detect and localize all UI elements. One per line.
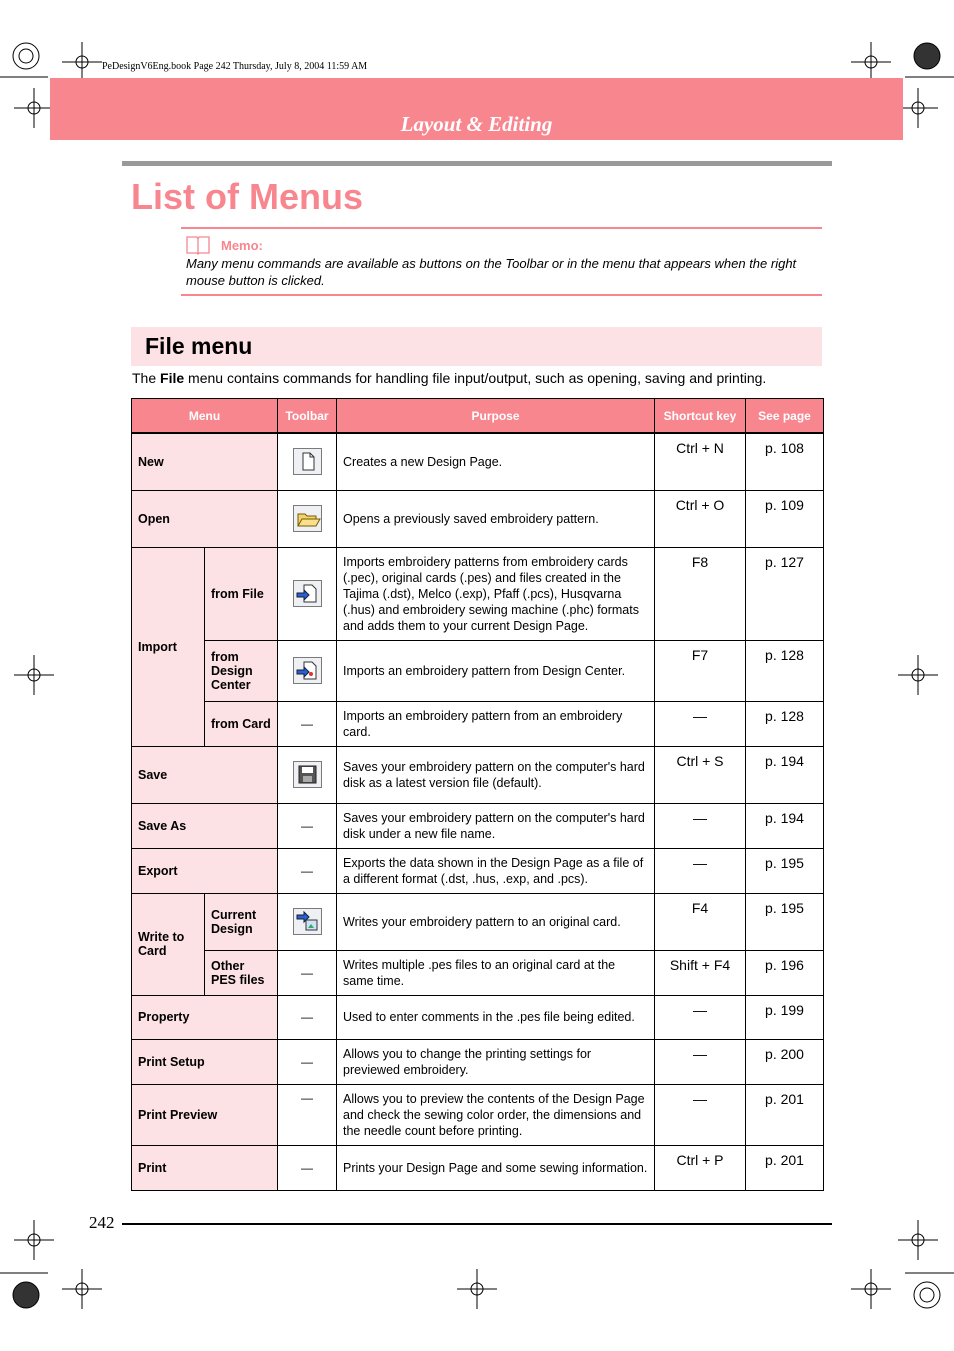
see-page-cell: p. 109 xyxy=(746,490,824,547)
shortcut-cell: Ctrl + O xyxy=(655,490,746,547)
see-page-cell: p. 199 xyxy=(746,995,824,1039)
table-header-row xyxy=(132,399,824,434)
table-row xyxy=(132,848,824,893)
toolbar-cell xyxy=(278,547,337,640)
shortcut-cell: Ctrl + S xyxy=(655,746,746,803)
submenu-cell: from Design Center xyxy=(205,640,278,701)
menu-cell: Print xyxy=(132,1145,278,1190)
toolbar-cell xyxy=(278,746,337,803)
header-see-page: See page xyxy=(746,399,824,434)
menu-cell: Print Preview xyxy=(132,1084,278,1145)
toolbar-cell: — xyxy=(278,701,337,746)
see-page-cell: p. 201 xyxy=(746,1145,824,1190)
write-to-card-icon xyxy=(293,908,322,935)
import-design-center-icon xyxy=(293,657,322,684)
toolbar-cell: — xyxy=(278,1084,337,1145)
toolbar-cell: — xyxy=(278,995,337,1039)
toolbar-cell xyxy=(278,893,337,950)
menu-cell: Import xyxy=(132,547,205,746)
menu-cell: Export xyxy=(132,848,278,893)
purpose-cell: Creates a new Design Page. xyxy=(337,433,655,490)
see-page-cell: p. 194 xyxy=(746,803,824,848)
import-file-icon xyxy=(293,580,322,607)
chapter-banner xyxy=(50,78,903,140)
chapter-title: Layout & Editing xyxy=(400,112,553,136)
book-icon xyxy=(185,235,211,255)
shortcut-cell: F7 xyxy=(655,640,746,701)
toolbar-cell: — xyxy=(278,848,337,893)
shortcut-cell: — xyxy=(655,995,746,1039)
purpose-cell: Prints your Design Page and some sewing information. xyxy=(337,1145,655,1190)
open-folder-icon xyxy=(293,505,322,532)
shortcut-cell: — xyxy=(655,803,746,848)
table-row xyxy=(132,547,824,640)
table-row xyxy=(132,701,824,746)
table-row xyxy=(132,433,824,490)
section-header xyxy=(131,327,822,366)
shortcut-cell: Ctrl + P xyxy=(655,1145,746,1190)
toolbar-cell xyxy=(278,433,337,490)
shortcut-cell: — xyxy=(655,1039,746,1084)
header-shortcut: Shortcut key xyxy=(655,399,746,434)
see-page-cell: p. 200 xyxy=(746,1039,824,1084)
title-rule xyxy=(122,161,832,166)
footer-rule xyxy=(122,1223,832,1225)
table-row xyxy=(132,640,824,701)
memo-label: Memo: xyxy=(221,237,263,253)
shortcut-cell: — xyxy=(655,848,746,893)
purpose-cell: Used to enter comments in the .pes file being edited. xyxy=(337,995,655,1039)
purpose-cell: Imports an embroidery pattern from Design Center. xyxy=(337,640,655,701)
header-menu: Menu xyxy=(132,399,278,434)
purpose-cell: Writes multiple .pes files to an original card at the same time. xyxy=(337,950,655,995)
purpose-cell: Saves your embroidery pattern on the computer's hard disk as a latest version file (default). xyxy=(337,746,655,803)
shortcut-cell: — xyxy=(655,1084,746,1145)
submenu-cell: Current Design xyxy=(205,893,278,950)
toolbar-cell: — xyxy=(278,1145,337,1190)
menu-cell: New xyxy=(132,433,278,490)
purpose-cell: Exports the data shown in the Design Page as a file of a different format (.dst, .hus, .exp, and .pcs). xyxy=(337,848,655,893)
submenu-cell: from File xyxy=(205,547,278,640)
toolbar-cell: — xyxy=(278,950,337,995)
purpose-cell: Allows you to preview the contents of the Design Page and check the sewing color order, the dimensions and the needle count before printing. xyxy=(337,1084,655,1145)
new-page-icon xyxy=(293,448,322,475)
section-title: File menu xyxy=(145,333,253,359)
table-row xyxy=(132,1039,824,1084)
purpose-cell: Imports an embroidery pattern from an embroidery card. xyxy=(337,701,655,746)
intro-bold-word: File xyxy=(160,370,185,386)
see-page-cell: p. 194 xyxy=(746,746,824,803)
purpose-cell: Writes your embroidery pattern to an original card. xyxy=(337,893,655,950)
page-title: List of Menus xyxy=(131,176,363,217)
see-page-cell: p. 128 xyxy=(746,640,824,701)
see-page-cell: p. 201 xyxy=(746,1084,824,1145)
file-info: PeDesignV6Eng.book Page 242 Thursday, July 8, 2004 11:59 AM xyxy=(102,61,368,72)
table-row xyxy=(132,746,824,803)
table-row xyxy=(132,490,824,547)
toolbar-cell: — xyxy=(278,1039,337,1084)
shortcut-cell: Ctrl + N xyxy=(655,433,746,490)
intro-text-start: The xyxy=(132,370,161,386)
see-page-cell: p. 127 xyxy=(746,547,824,640)
page-number: 242 xyxy=(89,1213,115,1232)
table-row xyxy=(132,950,824,995)
purpose-cell: Saves your embroidery pattern on the computer's hard disk under a new file name. xyxy=(337,803,655,848)
table-row xyxy=(132,1145,824,1190)
see-page-cell: p. 195 xyxy=(746,848,824,893)
purpose-cell: Opens a previously saved embroidery pattern. xyxy=(337,490,655,547)
table-row xyxy=(132,803,824,848)
table-row xyxy=(132,893,824,950)
toolbar-cell xyxy=(278,640,337,701)
toolbar-cell xyxy=(278,490,337,547)
menu-cell: Save As xyxy=(132,803,278,848)
see-page-cell: p. 196 xyxy=(746,950,824,995)
menu-cell: Open xyxy=(132,490,278,547)
memo-text: Many menu commands are available as buttons on the Toolbar or in the menu that appears when the right mouse button is clicked. xyxy=(186,256,797,288)
submenu-cell: from Card xyxy=(205,701,278,746)
file-menu-table xyxy=(131,398,824,1191)
menu-cell: Property xyxy=(132,995,278,1039)
menu-cell: Write to Card xyxy=(132,893,205,995)
menu-cell: Save xyxy=(132,746,278,803)
shortcut-cell: F8 xyxy=(655,547,746,640)
table-row xyxy=(132,1084,824,1145)
table-row xyxy=(132,995,824,1039)
header-toolbar: Toolbar xyxy=(278,399,337,434)
save-disk-icon xyxy=(293,761,322,788)
submenu-cell: Other PES files xyxy=(205,950,278,995)
toolbar-cell: — xyxy=(278,803,337,848)
intro-paragraph xyxy=(132,370,766,386)
header-purpose: Purpose xyxy=(337,399,655,434)
see-page-cell: p. 108 xyxy=(746,433,824,490)
shortcut-cell: Shift + F4 xyxy=(655,950,746,995)
intro-text-end: menu contains commands for handling file input/output, such as opening, saving and printing. xyxy=(184,370,767,386)
menu-cell: Print Setup xyxy=(132,1039,278,1084)
see-page-cell: p. 128 xyxy=(746,701,824,746)
purpose-cell: Allows you to change the printing settings for previewed embroidery. xyxy=(337,1039,655,1084)
purpose-cell: Imports embroidery patterns from embroidery cards (.pec), original cards (.pes) and files created in the Tajima (.dst), Melco (.exp), Pfaff (.pcs), Husqvarna (.hus) and embroidery sewing machine (.phc) formats and adds them to your current Design Page. xyxy=(337,547,655,640)
shortcut-cell: F4 xyxy=(655,893,746,950)
memo-header xyxy=(185,235,263,255)
see-page-cell: p. 195 xyxy=(746,893,824,950)
memo-box xyxy=(181,227,822,296)
shortcut-cell: — xyxy=(655,701,746,746)
